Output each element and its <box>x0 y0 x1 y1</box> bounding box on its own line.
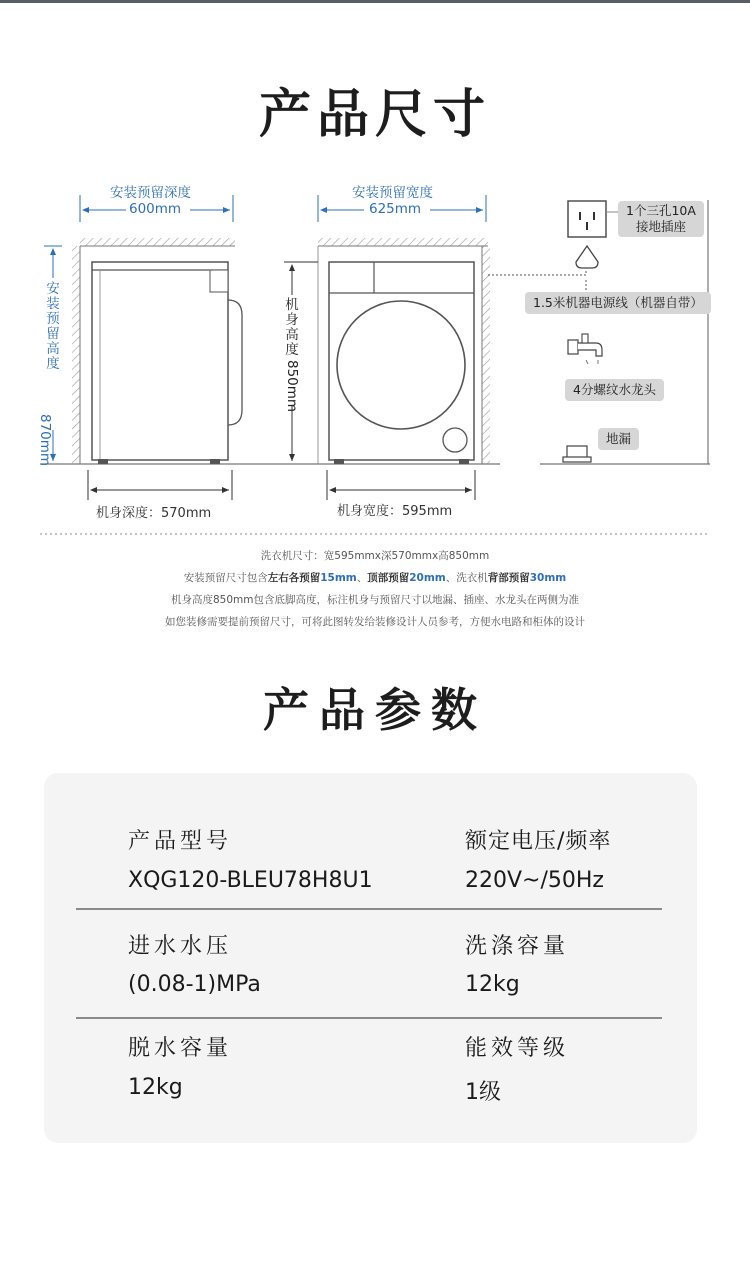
front-reserved-width-label: 安装预留宽度 <box>352 185 433 201</box>
socket-label-line1: 1个三孔10A <box>626 203 696 218</box>
fixtures <box>488 200 710 464</box>
param-value-energy-grade: 1级 <box>465 1080 501 1105</box>
params-section-title: 产品参数 <box>263 683 487 737</box>
param-separator-1 <box>76 908 662 910</box>
side-body-depth-label: 机身深度：570mm <box>96 506 212 521</box>
front-reserved-width-value: 625mm <box>369 201 422 217</box>
size-section-title: 产品尺寸 <box>258 85 491 145</box>
side-reserved-depth-value: 600mm <box>129 201 182 217</box>
param-value-spin-capacity: 12kg <box>128 1075 183 1100</box>
dimension-diagram <box>0 0 750 540</box>
note-line-3: 机身高度850mm包含底脚高度，标注机身与预留尺寸以地漏、插座、水龙头在两侧为准 <box>171 594 579 606</box>
param-value-model: XQG120-BLEU78H8U1 <box>128 868 373 893</box>
socket-bubble <box>618 201 704 237</box>
side-view <box>40 195 280 500</box>
front-body-height-label: 机身高度 <box>285 297 299 358</box>
param-value-wash-capacity: 12kg <box>465 972 520 997</box>
side-reserved-depth-label: 安装预留深度 <box>110 185 191 201</box>
param-label-spin-capacity: 脱水容量 <box>128 1036 233 1061</box>
param-value-water-pressure: (0.08-1)MPa <box>128 972 261 997</box>
note-line-2: 安装预留尺寸包含左右各预留15mm、顶部预留20mm、洗衣机背部预留30mm <box>183 572 567 584</box>
socket-label-line2: 接地插座 <box>635 219 686 234</box>
side-reserved-height-label: 安装预留高度 <box>46 281 60 372</box>
param-value-voltage: 220V~/50Hz <box>465 868 604 893</box>
power-cord-bubble: 1.5米机器电源线（机器自带） <box>525 292 711 314</box>
param-label-wash-capacity: 洗涤容量 <box>465 934 570 959</box>
param-label-energy-grade: 能效等级 <box>465 1036 570 1061</box>
param-label-model: 产品型号 <box>128 829 233 854</box>
front-body-height-value: 850mm <box>284 360 300 413</box>
tap-bubble: 4分螺纹水龙头 <box>565 379 664 401</box>
param-label-voltage: 额定电压/频率 <box>465 829 612 854</box>
front-body-width-label: 机身宽度：595mm <box>337 504 453 519</box>
drain-bubble: 地漏 <box>598 428 639 450</box>
param-separator-2 <box>76 1017 662 1019</box>
note-line-1: 洗衣机尺寸：宽595mmx深570mmx高850mm <box>260 550 490 562</box>
front-view <box>280 195 500 500</box>
param-label-water-pressure: 进水水压 <box>128 934 233 959</box>
side-reserved-height-value: 870mm <box>37 414 53 467</box>
note-line-4: 如您装修需要提前预留尺寸，可将此图转发给装修设计人员参考，方便水电路和柜体的设计 <box>165 616 585 628</box>
